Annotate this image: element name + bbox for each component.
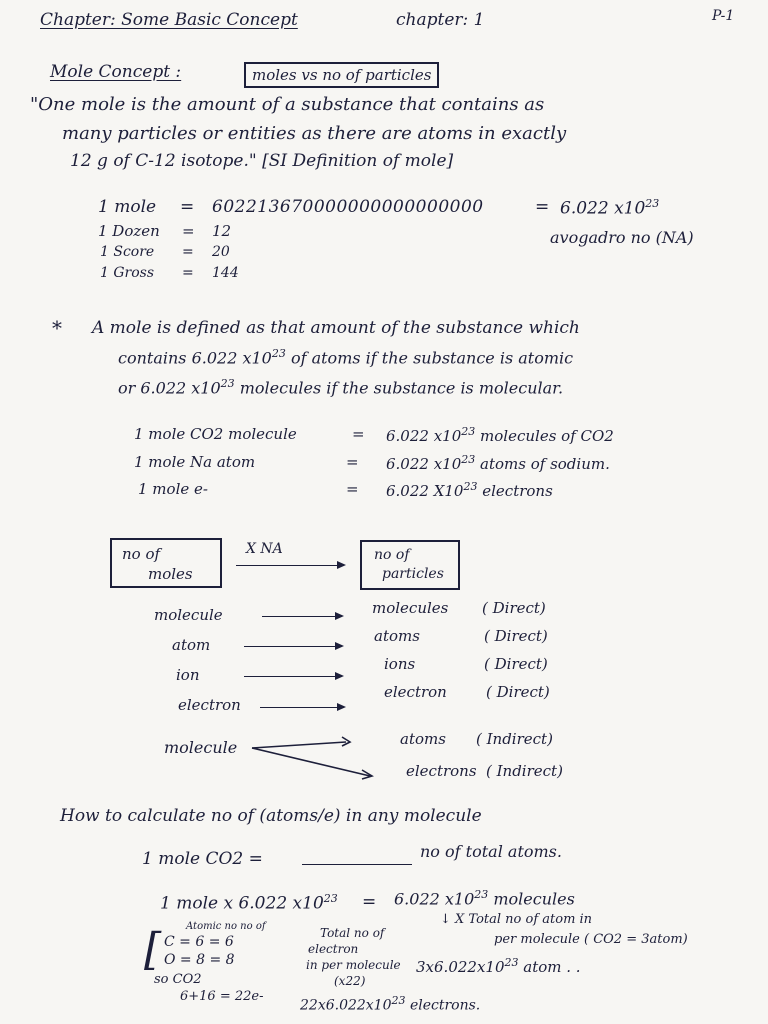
definition-line-3: 12 g of C-12 isotope." [SI Definition of mole] xyxy=(70,151,454,171)
oxygen-line: O = 8 = 8 xyxy=(164,952,235,968)
example-base: 6.022 X10 xyxy=(386,482,464,500)
statement-line-3 xyxy=(118,377,563,397)
example-right xyxy=(386,453,610,473)
mapping-kind: ( Direct) xyxy=(484,655,548,673)
moles-box-line-1: no of xyxy=(122,545,161,563)
example-left: 1 mole Na atom xyxy=(134,453,256,471)
example-tail: atoms of sodium. xyxy=(475,455,610,473)
definition-line-1: "One mole is the amount of a substance that contains as xyxy=(30,94,545,115)
atom-note-1: ↓ X Total no of atom in xyxy=(440,912,593,927)
mapping-kind: ( Direct) xyxy=(486,683,550,701)
mapping-kind: ( Direct) xyxy=(484,627,548,645)
indirect-to-electrons: electrons xyxy=(406,762,477,780)
bracket-icon: [ xyxy=(144,924,162,975)
electron-sum-line: 6+16 = 22e- xyxy=(180,989,264,1004)
calc-line2-left-base: 1 mole x 6.022 x10 xyxy=(160,893,324,914)
mapping-kind: ( Direct) xyxy=(482,599,546,617)
mapping-to: molecules xyxy=(372,599,449,617)
electrons-result-tail: electrons. xyxy=(405,997,481,1014)
electrons-result-base: 22x6.022x10 xyxy=(300,997,392,1014)
equiv-value: 12 xyxy=(212,222,232,240)
atoms-result-exp: 23 xyxy=(504,956,519,969)
mapping-from: electron xyxy=(178,696,241,714)
chapter-number: chapter: 1 xyxy=(396,10,485,30)
mapping-to: atoms xyxy=(374,627,420,645)
example-eq: = xyxy=(346,480,359,498)
example-exp: 23 xyxy=(461,425,476,438)
calc-line2-eq: = xyxy=(362,892,377,912)
mapping-to: electron xyxy=(384,683,447,701)
statement-line-3b: molecules if the substance is molecular. xyxy=(234,378,564,398)
equiv-eq: = xyxy=(182,265,194,281)
calc-line1-right: no of total atoms. xyxy=(420,842,562,861)
indirect-to-atoms: atoms xyxy=(400,730,446,748)
atoms-result xyxy=(416,956,581,976)
calc-question: How to calculate no of (atoms/e) in any molecule xyxy=(60,806,482,826)
atoms-result-base: 3x6.022x10 xyxy=(416,958,505,976)
total-note-3: in per molecule xyxy=(306,958,401,972)
moles-box xyxy=(110,538,222,588)
example-right xyxy=(386,425,614,445)
particles-box xyxy=(360,540,460,590)
definition-line-2: many particles or entities as there are atoms in exactly xyxy=(62,123,567,144)
indirect-kind-1: ( Indirect) xyxy=(476,730,553,748)
atoms-result-tail: atom . . xyxy=(518,958,581,976)
statement-line-2 xyxy=(118,347,573,367)
calc-line2-right-base: 6.022 x10 xyxy=(394,889,475,909)
total-note-4: (x22) xyxy=(334,974,366,988)
avogadro-exp: 23 xyxy=(645,197,660,210)
mapping-from: ion xyxy=(176,666,200,684)
equiv-value: 602213670000000000000000 xyxy=(212,197,484,217)
example-exp: 23 xyxy=(461,453,476,466)
page-number: P-1 xyxy=(712,8,735,24)
section-heading: Mole Concept : xyxy=(50,62,182,82)
indirect-from: molecule xyxy=(164,738,238,757)
example-left: 1 mole CO2 molecule xyxy=(134,425,297,443)
example-left: 1 mole e- xyxy=(138,480,208,498)
statement-line-3a: or 6.022 x10 xyxy=(118,378,221,398)
boxed-note: moles vs no of particles xyxy=(244,62,439,88)
equiv-value: 144 xyxy=(212,265,239,281)
atomic-no-header: Atomic no no of xyxy=(186,921,266,932)
total-note-1: Total no of xyxy=(320,926,385,940)
calc-line2-right xyxy=(394,888,575,908)
electrons-result xyxy=(300,994,480,1014)
flow-arrow-icon xyxy=(236,565,344,566)
calc-line2-right-exp: 23 xyxy=(474,888,489,901)
total-note-2: electron xyxy=(308,942,359,956)
example-base: 6.022 x10 xyxy=(386,455,462,473)
calc-blank xyxy=(302,864,412,865)
equiv-label: 1 Gross xyxy=(100,265,155,281)
so-co2-line: so CO2 xyxy=(154,972,202,987)
example-exp: 23 xyxy=(463,480,478,493)
particles-box-line-1: no of xyxy=(374,547,410,563)
calc-line2-left xyxy=(160,892,338,914)
moles-box-line-2: moles xyxy=(148,565,193,583)
equiv-eq: = xyxy=(182,244,194,260)
mapping-from: atom xyxy=(172,636,211,654)
calc-line1-left: 1 mole CO2 = xyxy=(142,849,263,869)
equiv-label: 1 mole xyxy=(98,197,157,217)
statement-line-2-exp: 23 xyxy=(271,347,286,360)
equiv-eq: = xyxy=(180,197,195,217)
avogadro-base: 6.022 x10 xyxy=(560,198,646,219)
example-tail: molecules of CO2 xyxy=(475,427,614,445)
example-right xyxy=(386,480,553,500)
equiv-label: 1 Score xyxy=(100,244,155,260)
example-base: 6.022 x10 xyxy=(386,427,462,445)
electrons-result-exp: 23 xyxy=(391,994,406,1007)
statement-line-2b: of atoms if the substance is atomic xyxy=(285,348,574,368)
calc-line2-tail: molecules xyxy=(488,889,575,909)
mapping-arrow-icon xyxy=(262,616,342,617)
mapping-arrow-icon xyxy=(244,676,342,677)
avogadro-eq: = xyxy=(535,197,550,217)
indirect-kind-2: ( Indirect) xyxy=(486,762,563,780)
avogadro-label: avogadro no (NA) xyxy=(550,228,694,247)
equiv-label: 1 Dozen xyxy=(98,222,160,240)
mapping-arrow-icon xyxy=(244,646,342,647)
indirect-arrows-icon xyxy=(250,734,380,784)
carbon-line: C = 6 = 6 xyxy=(164,934,234,950)
statement-line-2a: contains 6.022 x10 xyxy=(118,348,272,368)
avogadro-value xyxy=(560,197,659,219)
mapping-from: molecule xyxy=(154,606,223,624)
example-eq: = xyxy=(352,425,365,443)
statement-line-3-exp: 23 xyxy=(220,377,235,390)
mapping-to: ions xyxy=(384,655,416,673)
mapping-arrow-icon xyxy=(260,707,344,708)
equiv-eq: = xyxy=(182,222,195,240)
flow-arrow-label: X NA xyxy=(246,541,283,557)
calc-line2-left-exp: 23 xyxy=(323,892,338,905)
example-tail: electrons xyxy=(477,482,553,500)
atom-note-2: per molecule ( CO2 = 3atom) xyxy=(494,932,688,947)
equiv-value: 20 xyxy=(212,244,230,260)
particles-box-line-2: particles xyxy=(382,566,444,582)
star-bullet: * xyxy=(52,316,62,340)
statement-line-1: A mole is defined as that amount of the substance which xyxy=(92,318,580,338)
chapter-title: Chapter: Some Basic Concept xyxy=(40,10,298,30)
example-eq: = xyxy=(346,453,359,471)
